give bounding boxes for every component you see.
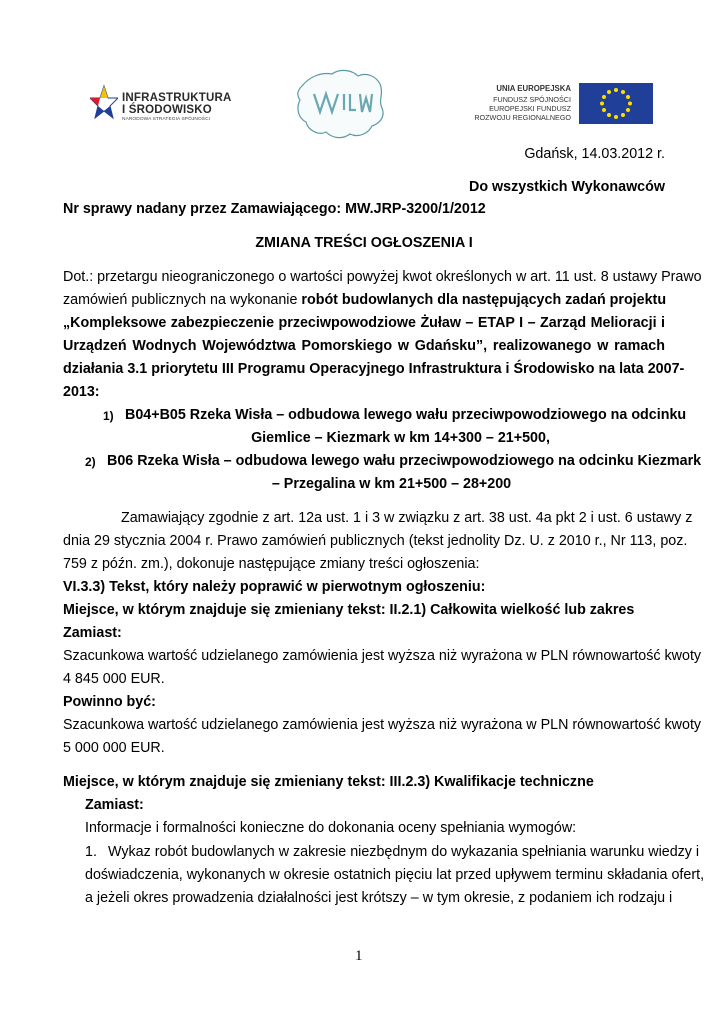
change-2-item-line-1: Wykaz robót budowlanych w zakresie niezbędnym do wykazania spełniania warunku wiedzy i [108,844,700,860]
page-title: ZMIANA TREŚCI OGŁOSZENIA I [255,235,473,251]
intro-line-1: Zamawiający zgodnie z art. 12a ust. 1 i 3 w związku z art. 38 ust. 4a pkt 2 i ust. 6 ustawy z [121,510,693,526]
change-2-info: Informacje i formalności konieczne do dokonania oceny spełniania wymogów: [85,820,577,836]
ue-line-1: UNIA EUROPEJSKA [496,84,571,93]
change-1-should-line-1: Szacunkowa wartość udzielanego zamówienia jest wyższa niż wyrażona w PLN równowartość kwoty [63,717,702,733]
dot-line-2-normal: zamówień publicznych na wykonanie [63,292,302,308]
logo-line-2: I ŚRODOWISKO [122,104,212,116]
change-1-instead-line-2: 4 845 000 EUR. [63,671,165,687]
addressee: Do wszystkich Wykonawców [469,179,665,195]
change-2-place: Miejsce, w którym znajduje się zmieniany tekst: III.2.3) Kwalifikacje techniczne [63,774,594,790]
dot-line-1: Dot.: przetargu nieograniczonego o wartości powyżej kwot określonych w art. 11 ust. 8 ustawy Prawo [63,269,702,285]
intro-line-3: 759 z późn. zm.), dokonuje następujące zmiany treści ogłoszenia: [63,556,480,572]
change-1-instead-line-1: Szacunkowa wartość udzielanego zamówienia jest wyższa niż wyrażona w PLN równowartość kwoty [63,648,702,664]
change-2-item-line-2: doświadczenia, wykonanych w okresie ostatnich pięciu lat przed upływem terminu składania ofert, [85,867,705,883]
task-2-line-1: B06 Rzeka Wisła – odbudowa lewego wału przeciwpowodziowego na odcinku Kiezmark [107,453,702,469]
change-2-item-line-3: a jeżeli okres prowadzenia działalności jest krótszy – w tym okresie, z podaniem ich rodzaju i [85,890,673,906]
place-date: Gdańsk, 14.03.2012 r. [524,146,665,162]
change-1-should-label: Powinno być: [63,694,156,710]
task-1-line-2: Giemlice – Kiezmark w km 14+300 – 21+500, [251,430,550,446]
eu-flag-icon [579,83,653,124]
change-1-instead-label: Zamiast: [63,625,122,641]
pomorskie-map-icon [292,64,387,145]
section-heading: VI.3.3) Tekst, który należy poprawić w pierwotnym ogłoszeniu: [63,579,486,595]
change-1-should-line-2: 5 000 000 EUR. [63,740,165,756]
infrastruktura-logo [90,82,250,126]
dot-line-2-bold: robót budowlanych dla następujących zadań projektu [301,292,667,308]
page-number: 1 [355,948,363,964]
task-2-line-2: – Przegalina w km 21+500 – 28+200 [271,476,512,492]
star-icon [90,84,118,124]
task-1-line-1: B04+B05 Rzeka Wisła – odbudowa lewego wału przeciwpowodziowego na odcinku [125,407,687,423]
dot-line-3: „Kompleksowe zabezpieczenie przeciwpowodziowe Żuław – ETAP I – Zarząd Melioracji i [63,315,665,331]
logo-line-1: INFRASTRUKTURA [122,92,232,104]
ue-logo [474,82,653,128]
ue-line-2: FUNDUSZ SPÓJNOŚCI [493,95,571,104]
task-1-number: 1) [103,409,114,423]
change-1-place: Miejsce, w którym znajduje się zmieniany tekst: II.2.1) Całkowita wielkość lub zakres [63,602,635,618]
change-2-instead-label: Zamiast: [85,797,144,813]
zmiuw-logo [292,64,387,145]
logo-subtitle: NARODOWA STRATEGIA SPÓJNOŚCI [122,117,211,122]
dot-line-6: 2013: [63,384,100,400]
intro-line-2: dnia 29 stycznia 2004 r. Prawo zamówień publicznych (tekst jednolity Dz. U. z 2010 r., Nr 113, poz. [63,533,688,549]
ue-line-3: EUROPEJSKI FUNDUSZ [489,104,571,113]
task-2-number: 2) [85,455,96,469]
dot-line-4: Urządzeń Wodnych Województwa Pomorskiego w Gdańsku”, realizowanego w ramach [63,338,665,354]
change-2-item-number: 1. [85,844,97,860]
dot-line-2 [63,291,665,309]
dot-line-5: działania 3.1 priorytetu III Programu Operacyjnego Infrastruktura i Środowisko na lata 2007- [63,361,685,377]
ue-line-4: ROZWOJU REGIONALNEGO [474,113,571,122]
case-number: Nr sprawy nadany przez Zamawiającego: MW.JRP-3200/1/2012 [63,201,486,217]
